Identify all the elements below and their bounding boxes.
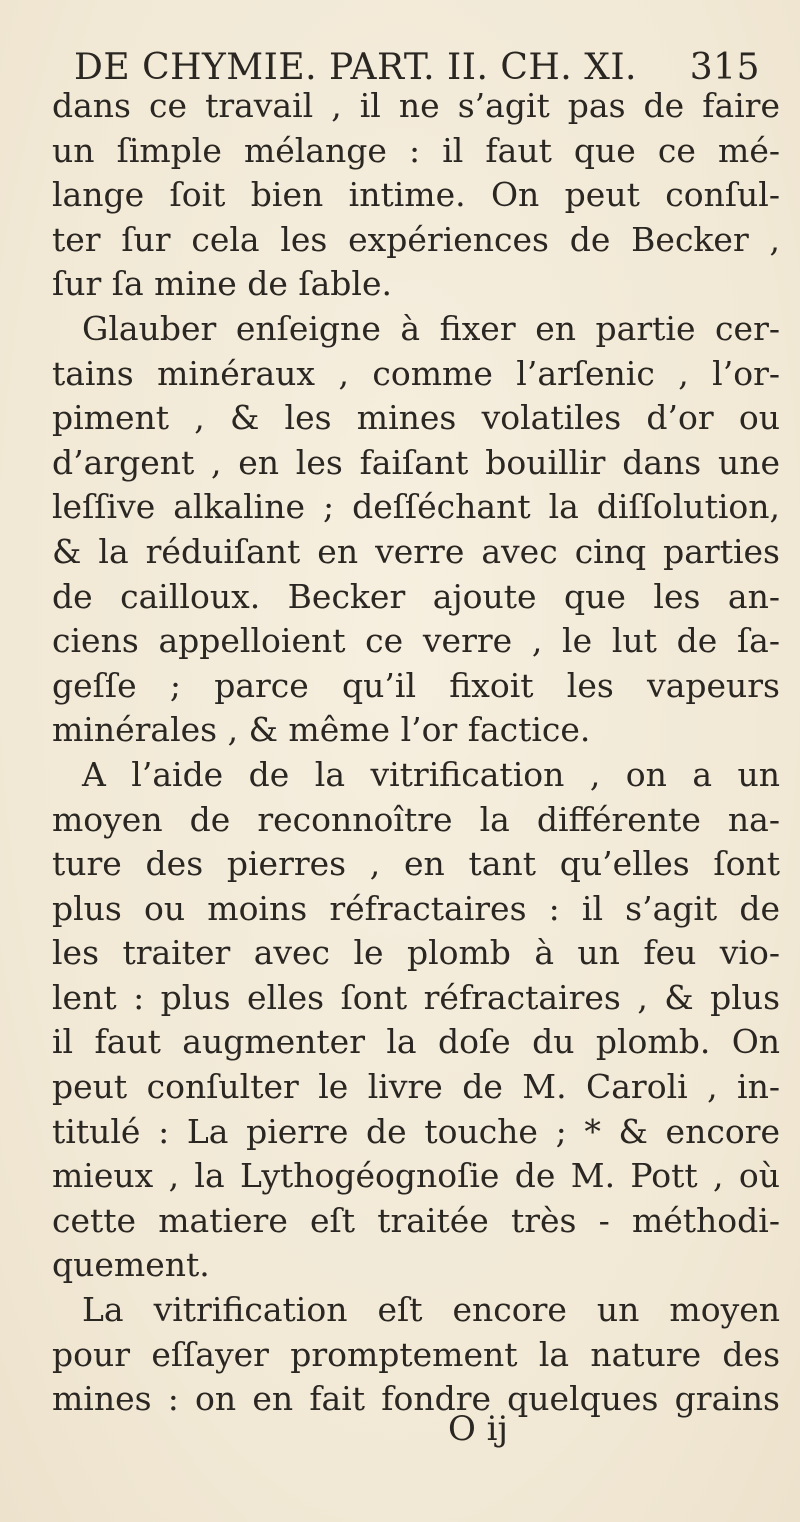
text-line: ture des pierres , en tant qu’elles ſont <box>52 844 780 884</box>
text-line: geſſe ; parce qu’il fixoit les vapeurs <box>52 665 780 705</box>
text-line: minérales , & même l’or factice. <box>52 710 591 750</box>
signature-mark: O ij <box>448 1409 509 1449</box>
text-line: lange ſoit bien intime. On peut conſul- <box>52 175 780 215</box>
text-line: piment , & les mines volatiles d’or ou <box>52 398 780 438</box>
text-line: & la réduiſant en verre avec cinq parties <box>52 531 780 571</box>
text-line: d’argent , en les faiſant bouillir dans une <box>52 442 780 482</box>
text-line: pour eſſayer promptement la nature des <box>52 1334 780 1374</box>
text-line: titulé : La pierre de touche ; * & encore <box>52 1111 780 1151</box>
text-line: A l’aide de la vitrification , on a un <box>82 754 780 794</box>
text-line: il faut augmenter la doſe du plomb. On <box>52 1022 780 1062</box>
text-line: ter ſur cela les expériences de Becker , <box>52 219 780 259</box>
text-line: les traiter avec le plomb à un feu vio- <box>52 933 780 973</box>
text-line: mines : on en fait fondre quelques grains <box>52 1379 780 1419</box>
running-head-title: DE CHYMIE. PART. II. CH. XI. <box>74 47 637 88</box>
text-line: leſſive alkaline ; deſſéchant la diſſolution, <box>52 487 780 527</box>
page-number: 315 <box>689 47 760 88</box>
text-line: moyen de reconnoître la différente na- <box>52 799 780 839</box>
text-line: cette matiere eſt traitée très - méthodi- <box>52 1200 780 1240</box>
text-line: de cailloux. Becker ajoute que les an- <box>52 576 780 616</box>
text-line: peut conſulter le livre de M. Caroli , in- <box>52 1067 780 1107</box>
text-line: lent : plus elles ſont réfractaires , & plus <box>52 977 780 1017</box>
text-line: ciens appelloient ce verre , le lut de ſa- <box>52 621 780 661</box>
text-line: plus ou moins réfractaires : il s’agit de <box>52 888 780 928</box>
text-line: dans ce travail , il ne s’agit pas de faire <box>52 86 780 125</box>
text-body <box>52 84 780 1422</box>
text-line: Glauber enſeigne à fixer en partie cer- <box>82 308 780 348</box>
text-line: ſur ſa mine de ſable. <box>52 264 392 304</box>
text-line: un ſimple mélange : il faut que ce mé- <box>52 130 780 170</box>
text-line: tains minéraux , comme l’arſenic , l’or- <box>52 353 780 393</box>
text-line: quement. <box>52 1245 210 1285</box>
text-line: La vitrification eſt encore un moyen <box>82 1290 780 1330</box>
text-line: mieux , la Lythogéognoſie de M. Pott , où <box>52 1156 780 1196</box>
